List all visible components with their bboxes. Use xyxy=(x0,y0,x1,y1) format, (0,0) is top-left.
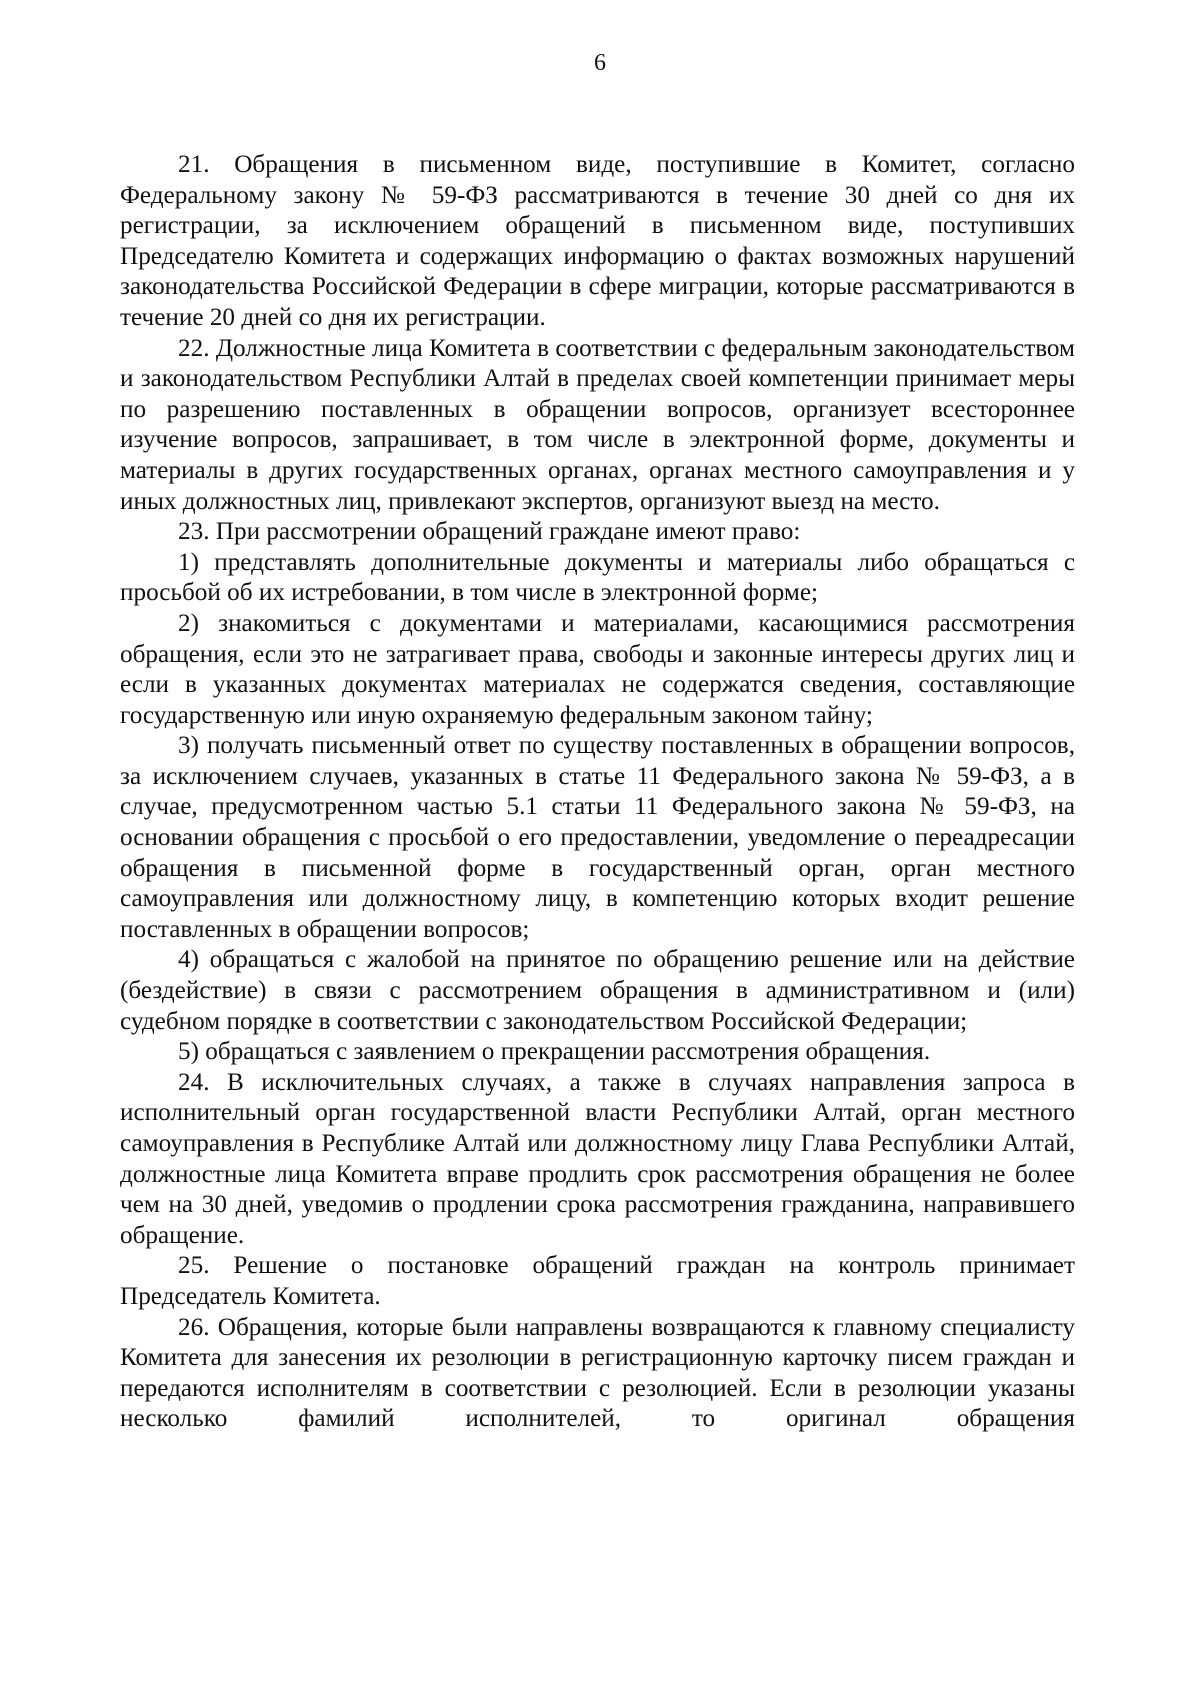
paragraph-23-item-1: 1) представлять дополнительные документы и материалы либо обращаться с просьбой об их истребовании, в том числе в электронной форме; xyxy=(120,548,1075,607)
document-body xyxy=(120,150,1075,1435)
paragraph-23-item-3: 3) получать письменный ответ по существу поставленных в обращении вопросов, за исключением случаев, указанных в статье 11 Федерального закона № 59-ФЗ, а в случае, предусмотренном частью 5.1 статьи 11 Федерального закона № 59-ФЗ, на основании обращения с просьбой о его предоставлении, уведомление о переадресации обращения в письменной форме в государственный орган, орган местного самоуправления или должностному лицу, в компетенцию которых входит решение поставленных в обращении вопросов; xyxy=(120,732,1075,943)
paragraph-21: 21. Обращения в письменном виде, поступившие в Комитет, согласно Федеральному закону № 59-ФЗ рассматриваются в течение 30 дней со дня их регистрации, за исключением обращений в письменном виде, поступивших Председателю Комитета и содержащих информацию о фактах возможных нарушений законодательства Российской Федерации в сфере миграции, которые рассматриваются в течение 20 дней со дня их регистрации. xyxy=(120,151,1075,331)
paragraph-23-item-2: 2) знакомиться с документами и материалами, касающимися рассмотрения обращения, если это не затрагивает права, свободы и законные интересы других лиц и если в указанных документах материалах не содержатся сведения, составляющие государственную или иную охраняемую федеральным законом тайну; xyxy=(120,609,1075,729)
paragraph-23: 23. При рассмотрении обращений граждане имеют право: xyxy=(178,518,801,546)
paragraph-23-item-4: 4) обращаться с жалобой на принятое по обращению решение или на действие (бездействие) в связи с рассмотрением обращения в административном и (или) судебном порядке в соответствии с законодательством Российской Федерации; xyxy=(120,946,1075,1035)
paragraph-25: 25. Решение о постановке обращений граждан на контроль принимает Председатель Комитета. xyxy=(120,1252,1075,1310)
paragraph-24: 24. В исключительных случаях, а также в случаях направления запроса в исполнительный орган государственной власти Республики Алтай, орган местного самоуправления в Республике Алтай или должностному лицу Глава Республики Алтай, должностные лица Комитета вправе продлить срок рассмотрения обращения не более чем на 30 дней, уведомив о продлении срока рассмотрения гражданина, направившего обращение. xyxy=(120,1068,1075,1249)
page-number: 6 xyxy=(594,50,606,76)
paragraph-23-item-5: 5) обращаться с заявлением о прекращении рассмотрения обращения. xyxy=(178,1038,931,1066)
paragraph-22: 22. Должностные лица Комитета в соответствии с федеральным законодательством и законодательством Республики Алтай в пределах своей компетенции принимает меры по разрешению поставленных в обращении вопросов, организует всестороннее изучение вопросов, запрашивает, в том числе в электронной форме, документы и материалы в других государственных органах, органах местного самоуправления и у иных должностных лиц, привлекают экспертов, организуют выезд на место. xyxy=(120,334,1075,515)
paragraph-26: 26. Обращения, которые были направлены возвращаются к главному специалисту Комитета для занесения их резолюции в регистрационную карточку писем граждан и передаются исполнителям в соответствии с резолюцией. Если в резолюции указаны несколько фамилий исполнителей, то оригинал обращения xyxy=(120,1313,1075,1433)
